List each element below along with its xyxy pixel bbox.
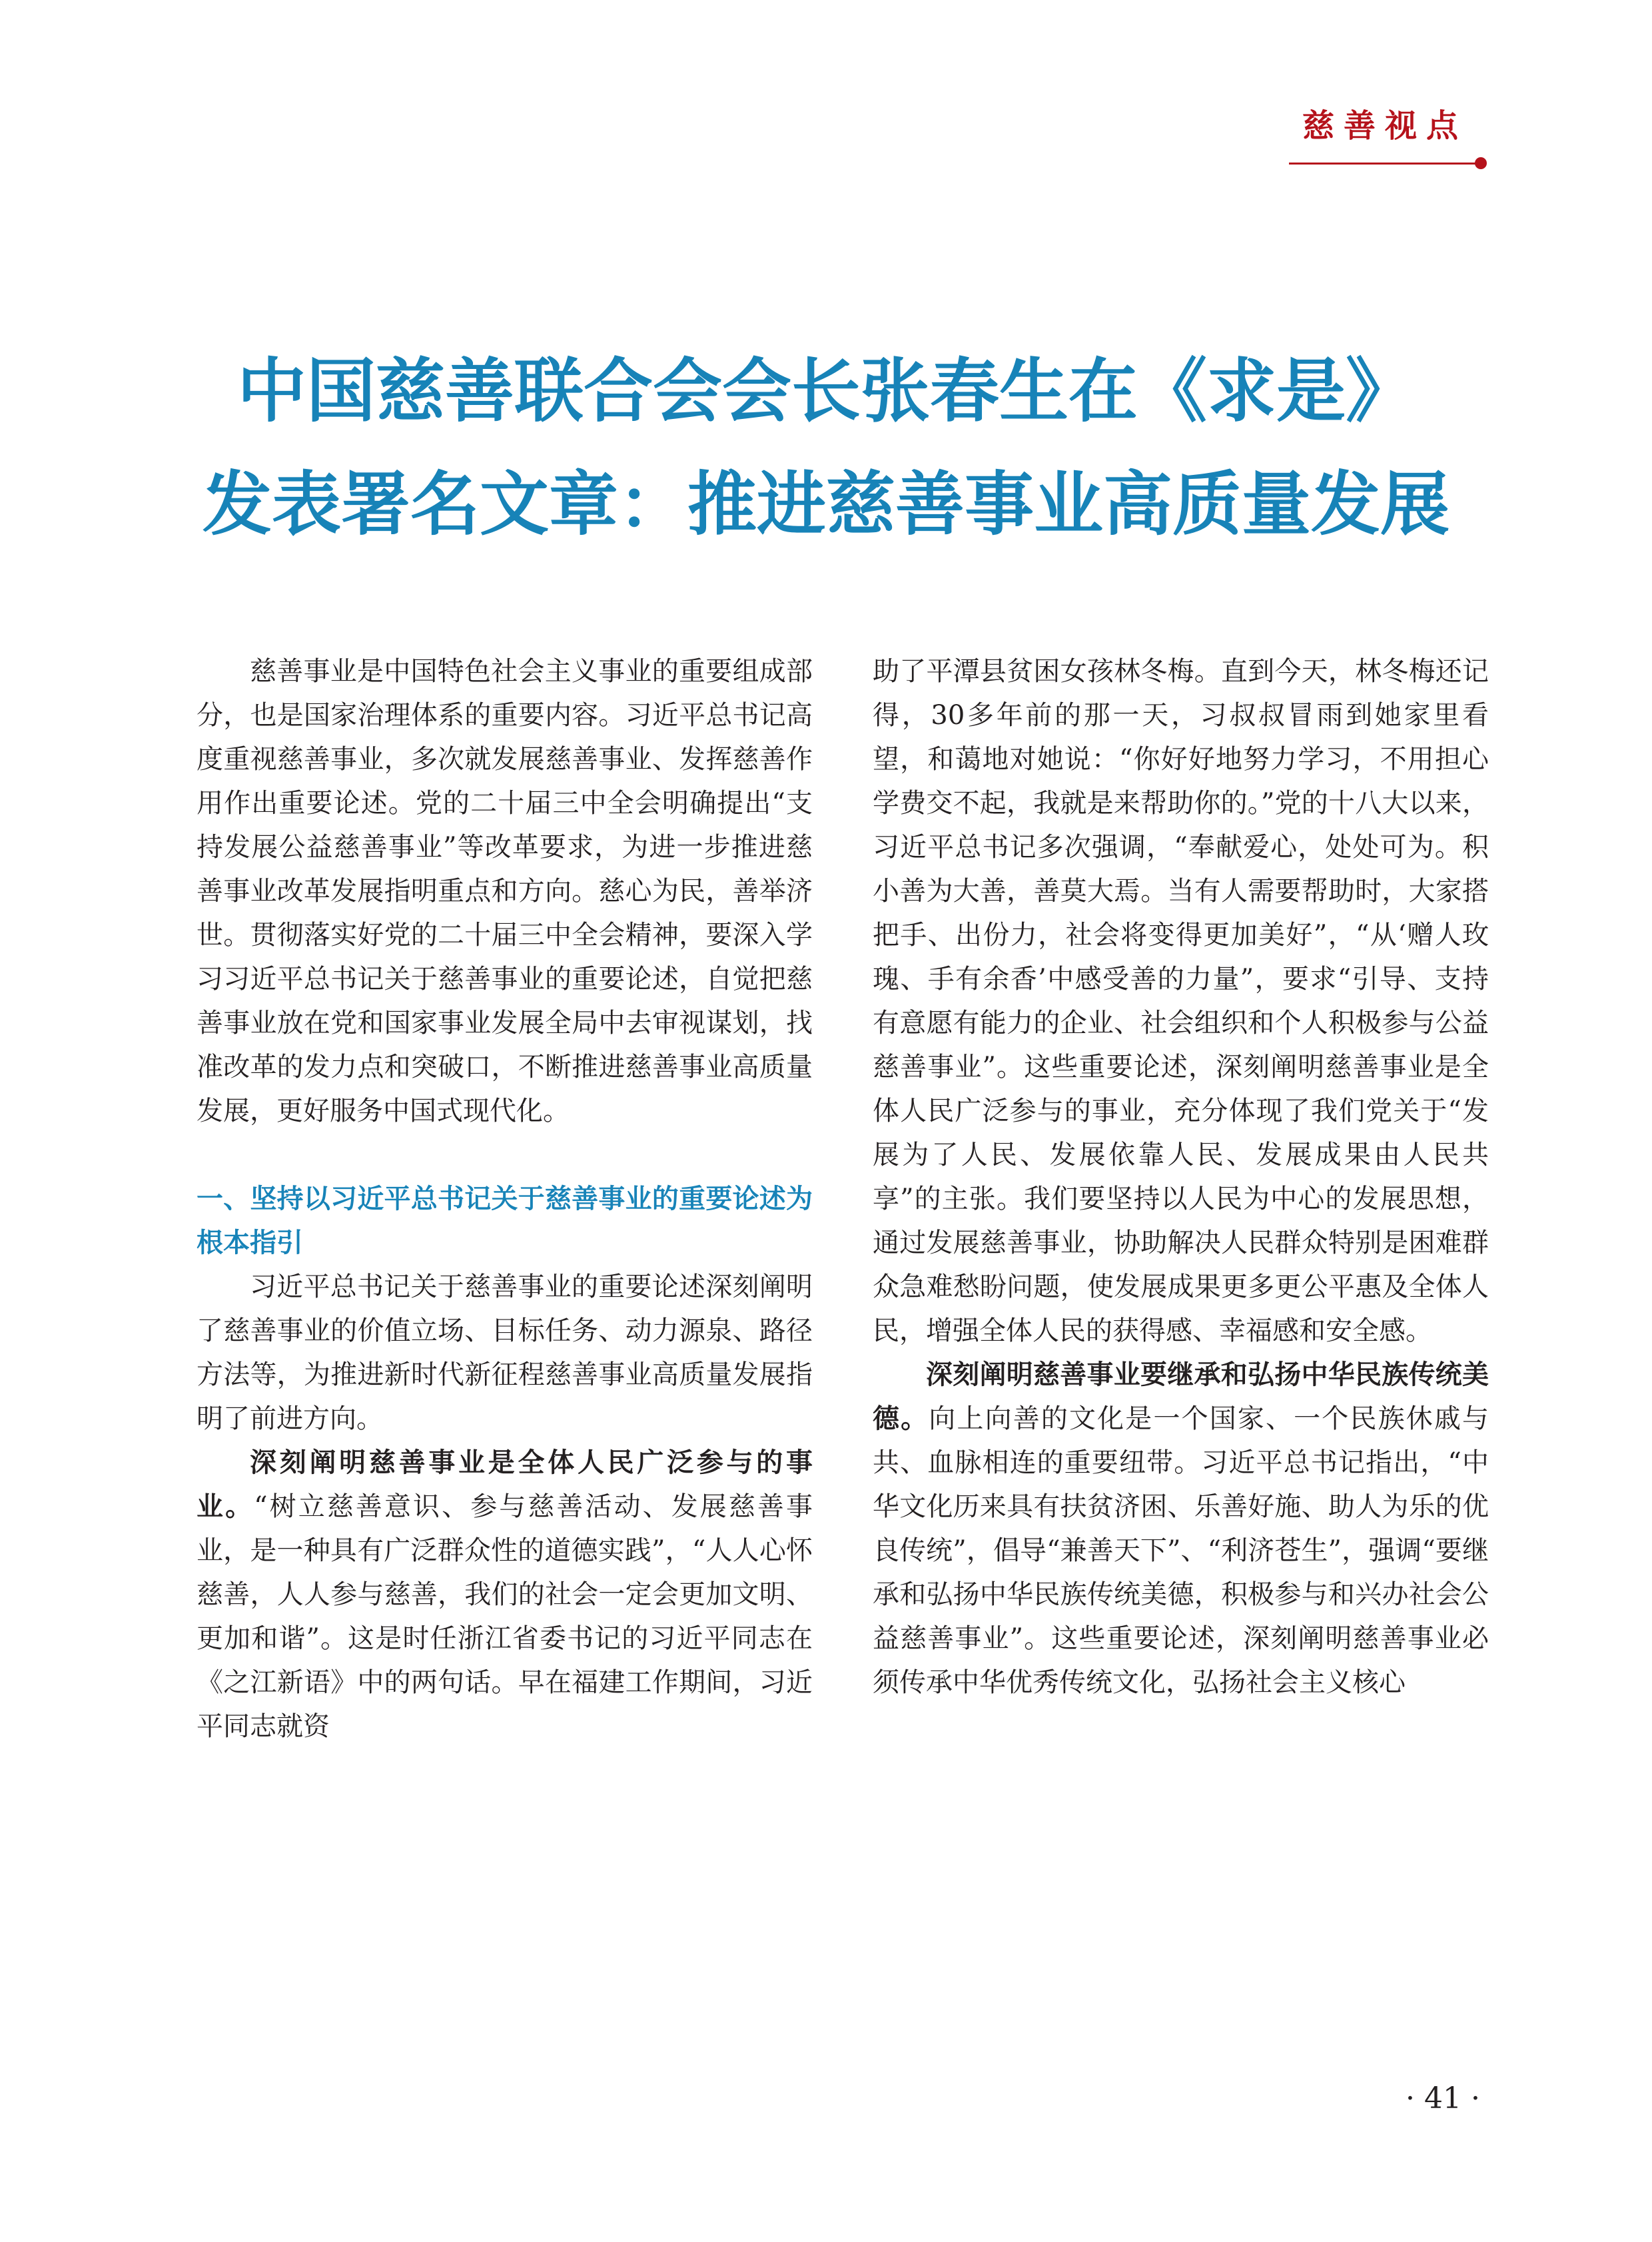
section-rule [1289, 163, 1479, 165]
paragraph: 习近平总书记关于慈善事业的重要论述深刻阐明了慈善事业的价值立场、目标任务、动力源泉、路径方法等，为推进新时代新征程慈善事业高质量发展指明了前进方向。 [197, 1272, 813, 1434]
article-title-line2: 发表署名文章：推进慈善事业高质量发展 [202, 464, 1449, 545]
paragraph: 助了平潭县贫困女孩林冬梅。直到今天，林冬梅还记得，30多年前的那一天，习叔叔冒雨到她家里看望，和蔼地对她说：“你好好地努力学习，不用担心学费交不起，我就是来帮助你的。”党的十八大以来，习近平总书记多次强调，“奉献爱心，处处可为。积小善为大善，善莫大焉。当有人需要帮助时，大家搭把手、出份力，社会将变得更加美好”，“从‘赠人玫瑰、手有余香’中感受善的力量”，要求“引导、支持有意愿有能力的企业、社会组织和个人积极参与公益慈善事业”。这些重要论述，深刻阐明慈善事业是全体人民广泛参与的事业，充分体现了我们党关于“发展为了人民、发展依靠人民、发展成果由人民共享”的主张。我们要坚持以人民为中心的发展思想，通过发展慈善事业，协助解决人民群众特别是困难群众急难愁盼问题，使发展成果更多更公平惠及全体人民，增强全体人民的获得感、幸福感和安全感。 [873, 656, 1489, 1346]
article-title-line1: 中国慈善联合会会长张春生在《求是》 [236, 350, 1415, 432]
paragraph [873, 1353, 1489, 1704]
page-number: · 41 · [1406, 2081, 1480, 2115]
paragraph-text: 向上向善的文化是一个国家、一个民族休戚与共、血脉相连的重要纽带。习近平总书记指出，“中华文化历来具有扶贫济困、乐善好施、助人为乐的优良传统”，倡导“兼善天下”、“利济苍生”，强调“要继承和弘扬中华民族传统美德，积极参与和兴办社会公益慈善事业”。这些重要论述，深刻阐明慈善事业必须传承中华优秀传统文化，弘扬社会主义核心 [873, 1403, 1489, 1698]
section-tag: 慈善视点 [1302, 107, 1468, 145]
right-column [873, 649, 1489, 1704]
paragraph [197, 1441, 813, 1748]
section-dot [1475, 157, 1487, 169]
bold-lead: 深刻阐明慈善事业要继承和弘扬中华民族传统美德。 [873, 1359, 1489, 1434]
paragraph-text: “树立慈善意识、参与慈善活动、发展慈善事业，是一种具有广泛群众性的道德实践”，“人人心怀慈善，人人参与慈善，我们的社会一定会更加文明、更加和谐”。这是时任浙江省委书记的习近平同志在《之江新语》中的两句话。早在福建工作期间，习近平同志就资 [197, 1491, 813, 1742]
bold-lead: 深刻阐明慈善事业是全体人民广泛参与的事业。 [197, 1447, 813, 1522]
left-column [197, 649, 813, 1748]
section-heading: 一、坚持以习近平总书记关于慈善事业的重要论述为根本指引 [197, 1183, 813, 1258]
paragraph: 慈善事业是中国特色社会主义事业的重要组成部分，也是国家治理体系的重要内容。习近平总书记高度重视慈善事业，多次就发展慈善事业、发挥慈善作用作出重要论述。党的二十届三中全会明确提出“支持发展公益慈善事业”等改革要求，为进一步推进慈善事业改革发展指明重点和方向。慈心为民，善举济世。贯彻落实好党的二十届三中全会精神，要深入学习习近平总书记关于慈善事业的重要论述，自觉把慈善事业放在党和国家事业发展全局中去审视谋划，找准改革的发力点和突破口，不断推进慈善事业高质量发展，更好服务中国式现代化。 [197, 656, 813, 1126]
